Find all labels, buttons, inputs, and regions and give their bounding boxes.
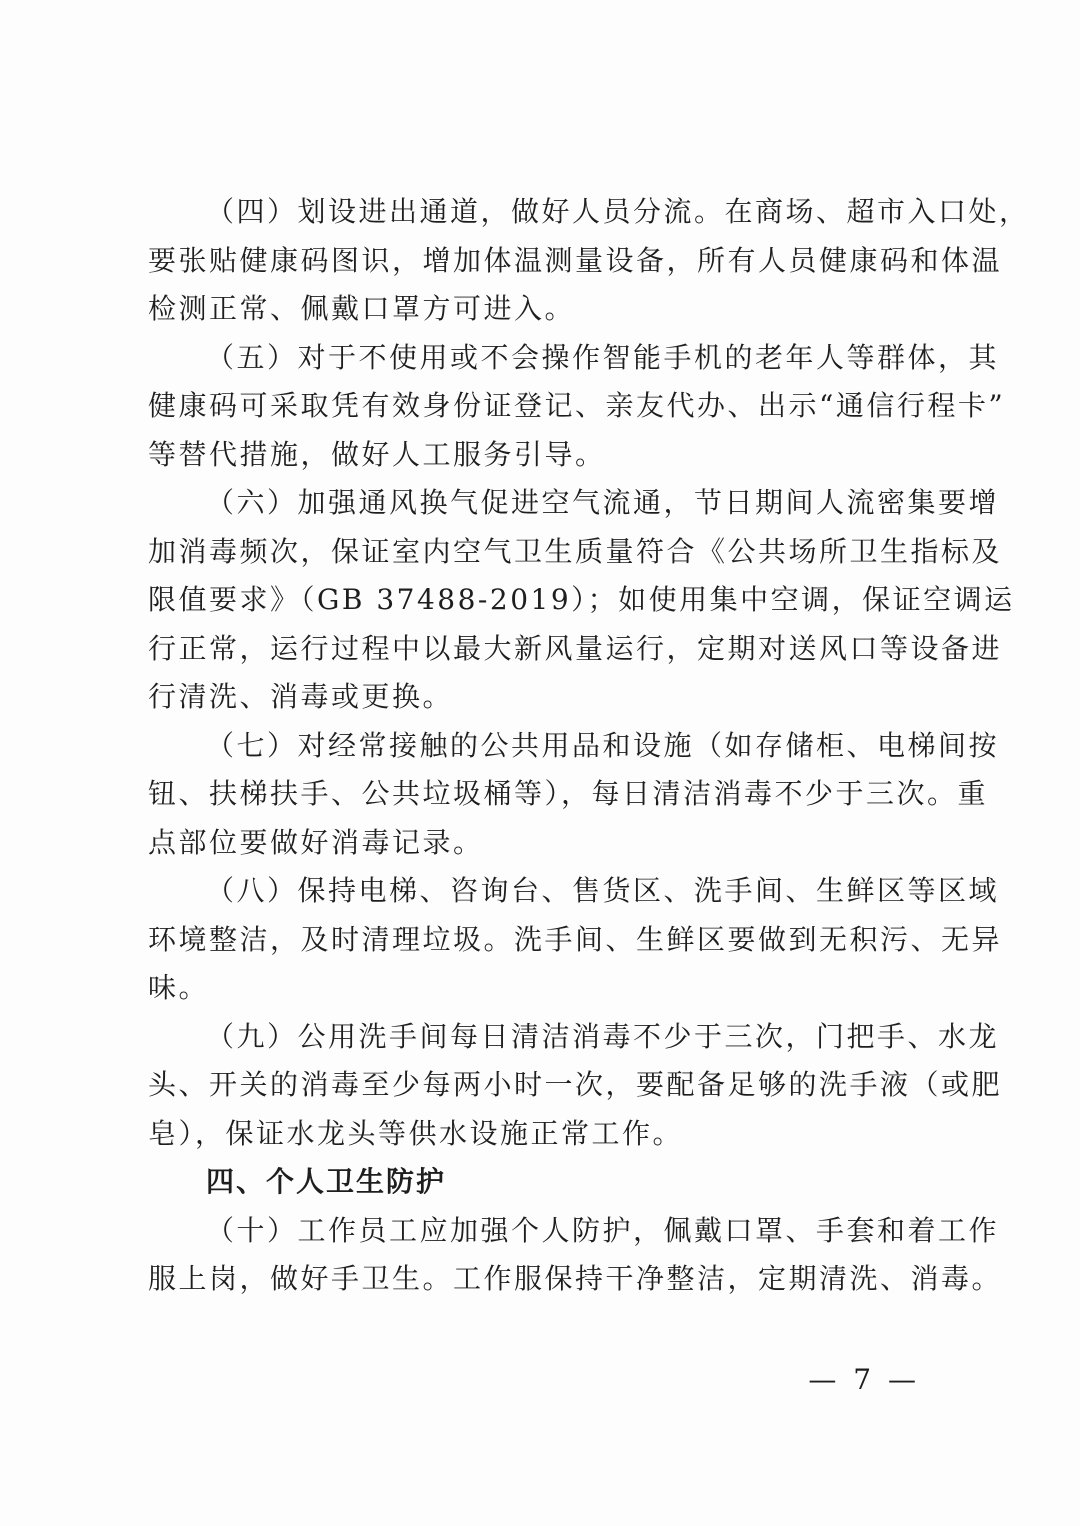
- paragraph-line: 加消毒频次，保证室内空气卫生质量符合《公共场所卫生指标及: [148, 534, 1003, 568]
- paragraph-line: 头、开关的消毒至少每两小时一次，要配备足够的洗手液（或肥: [148, 1068, 1003, 1101]
- paragraph-line: 行清洗、消毒或更换。: [148, 680, 454, 713]
- document-body: [148, 188, 1030, 1304]
- paragraph-line: （十）工作员工应加强个人防护，佩戴口罩、手套和着工作: [206, 1213, 1000, 1247]
- paragraph-line: 行正常，运行过程中以最大新风量运行，定期对送风口等设备进: [148, 631, 1003, 665]
- section-heading: 四、个人卫生防护: [206, 1165, 447, 1198]
- paragraph-line: 健康码可采取凭有效身份证登记、亲友代办、出示“通信行程卡”: [148, 389, 1006, 422]
- paragraph-item-4: [148, 188, 1030, 334]
- paragraph-line: 环境整洁，及时清理垃圾。洗手间、生鲜区要做到无积污、无异: [148, 922, 1003, 956]
- page-number: — 7 —: [808, 1363, 920, 1396]
- paragraph-line: 限值要求》（GB 37488-2019）；如使用集中空调，保证空调运: [148, 583, 1015, 616]
- paragraph-item-6: [148, 479, 1015, 722]
- paragraph-item-8: [148, 867, 1003, 1013]
- paragraph-item-7: [148, 722, 1000, 868]
- paragraph-line: （九）公用洗手间每日清洁消毒不少于三次，门把手、水龙: [206, 1019, 1000, 1053]
- paragraph-line: （四）划设进出通道，做好人员分流。在商场、超市入口处，: [206, 195, 1030, 228]
- paragraph-line: 点部位要做好消毒记录。: [148, 825, 484, 859]
- paragraph-line: （八）保持电梯、咨询台、售货区、洗手间、生鲜区等区域: [206, 874, 1000, 907]
- paragraph-line: 味。: [148, 971, 210, 1004]
- paragraph-line: 服上岗，做好手卫生。工作服保持干净整洁，定期清洗、消毒。: [148, 1262, 1003, 1295]
- paragraph-item-5: [148, 334, 1006, 480]
- paragraph-line: 检测正常、佩戴口罩方可进入。: [148, 292, 576, 325]
- paragraph-line: 钮、扶梯扶手、公共垃圾桶等），每日清洁消毒不少于三次。重: [148, 777, 989, 810]
- paragraph-item-9: [148, 1013, 1003, 1159]
- paragraph-line: （六）加强通风换气促进空气流通，节日期间人流密集要增: [206, 486, 1000, 519]
- paragraph-line: 等替代措施，做好人工服务引导。: [148, 437, 606, 471]
- paragraph-line: 皂），保证水龙头等供水设施正常工作。: [148, 1116, 684, 1150]
- paragraph-line: （五）对于不使用或不会操作智能手机的老年人等群体，其: [206, 340, 1000, 374]
- paragraph-item-10: [148, 1207, 1003, 1304]
- paragraph-line: （七）对经常接触的公共用品和设施（如存储柜、电梯间按: [206, 728, 1000, 762]
- paragraph-line: 要张贴健康码图识，增加体温测量设备，所有人员健康码和体温: [148, 243, 1003, 277]
